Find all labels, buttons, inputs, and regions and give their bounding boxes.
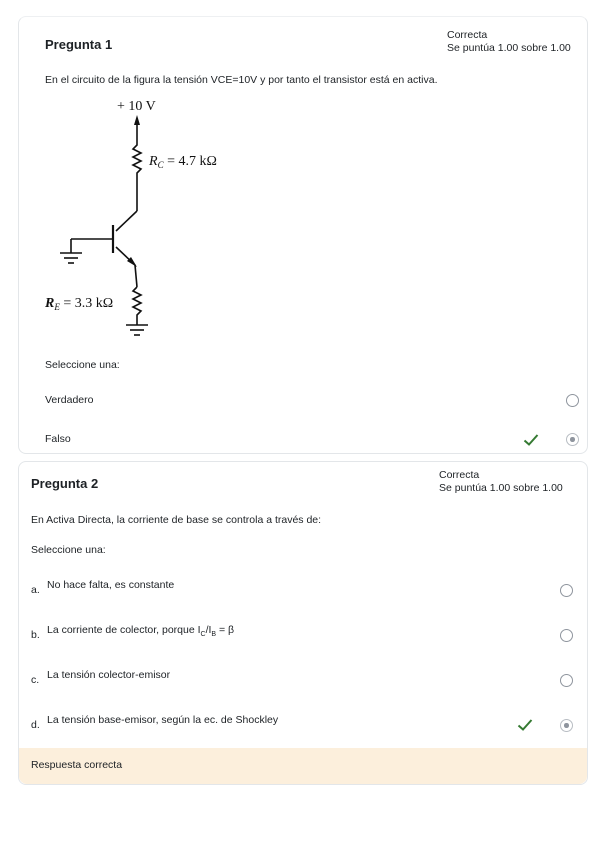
feedback-banner <box>19 748 587 784</box>
option-letter: d. <box>31 719 40 731</box>
answer-option[interactable] <box>19 390 587 412</box>
radio-icon[interactable] <box>560 674 573 687</box>
supply-label: + 10 V <box>117 99 156 114</box>
grade-text: Se puntúa 1.00 sobre 1.00 <box>447 42 571 54</box>
answer-label: La tensión colector-emisor <box>47 669 171 681</box>
status-text: Correcta <box>439 469 480 481</box>
select-prompt: Seleccione una: <box>31 544 106 556</box>
answer-option-a[interactable] <box>19 575 587 597</box>
question-title: Pregunta 1 <box>45 37 113 52</box>
rc-label: $R_C = 4.7$ kΩ <box>149 154 217 170</box>
answer-label: La corriente de colector, porque $I_C/I_B = \beta$ <box>47 624 235 639</box>
circuit-figure <box>37 93 267 341</box>
answer-label: Verdadero <box>45 394 94 406</box>
answer-label: La tensión base-emisor, según la ec. de Shockley <box>47 714 279 726</box>
re-label: $R_E = 3.3$ kΩ <box>45 296 114 312</box>
option-letter: b. <box>31 629 40 641</box>
grade-text: Se puntúa 1.00 sobre 1.00 <box>439 482 563 494</box>
option-letter: c. <box>31 674 40 686</box>
question-status <box>447 29 571 55</box>
radio-icon[interactable] <box>560 584 573 597</box>
option-letter: a. <box>31 584 40 596</box>
question-1-card <box>18 16 588 454</box>
feedback-text: Respuesta correcta <box>31 759 123 771</box>
status-text: Correcta <box>447 29 488 41</box>
radio-icon[interactable] <box>560 629 573 642</box>
answer-option-b[interactable] <box>19 620 587 642</box>
radio-icon[interactable] <box>566 433 579 446</box>
question-title: Pregunta 2 <box>31 476 99 491</box>
answer-option-c[interactable] <box>19 665 587 687</box>
question-text: En Activa Directa, la corriente de base se controla a través de: <box>31 514 322 526</box>
answer-label: No hace falta, es constante <box>47 579 175 591</box>
answer-label: Falso <box>45 433 71 445</box>
radio-icon[interactable] <box>566 394 579 407</box>
question-text: En el circuito de la figura la tensión VCE=10V y por tanto el transistor está en activa. <box>45 74 438 86</box>
check-icon <box>523 433 539 447</box>
check-icon <box>517 718 533 732</box>
select-prompt: Seleccione una: <box>45 359 120 371</box>
answer-option[interactable] <box>19 429 587 451</box>
radio-icon[interactable] <box>560 719 573 732</box>
question-status <box>439 469 563 495</box>
answer-option-d[interactable] <box>19 710 587 732</box>
question-2-card <box>18 461 588 785</box>
